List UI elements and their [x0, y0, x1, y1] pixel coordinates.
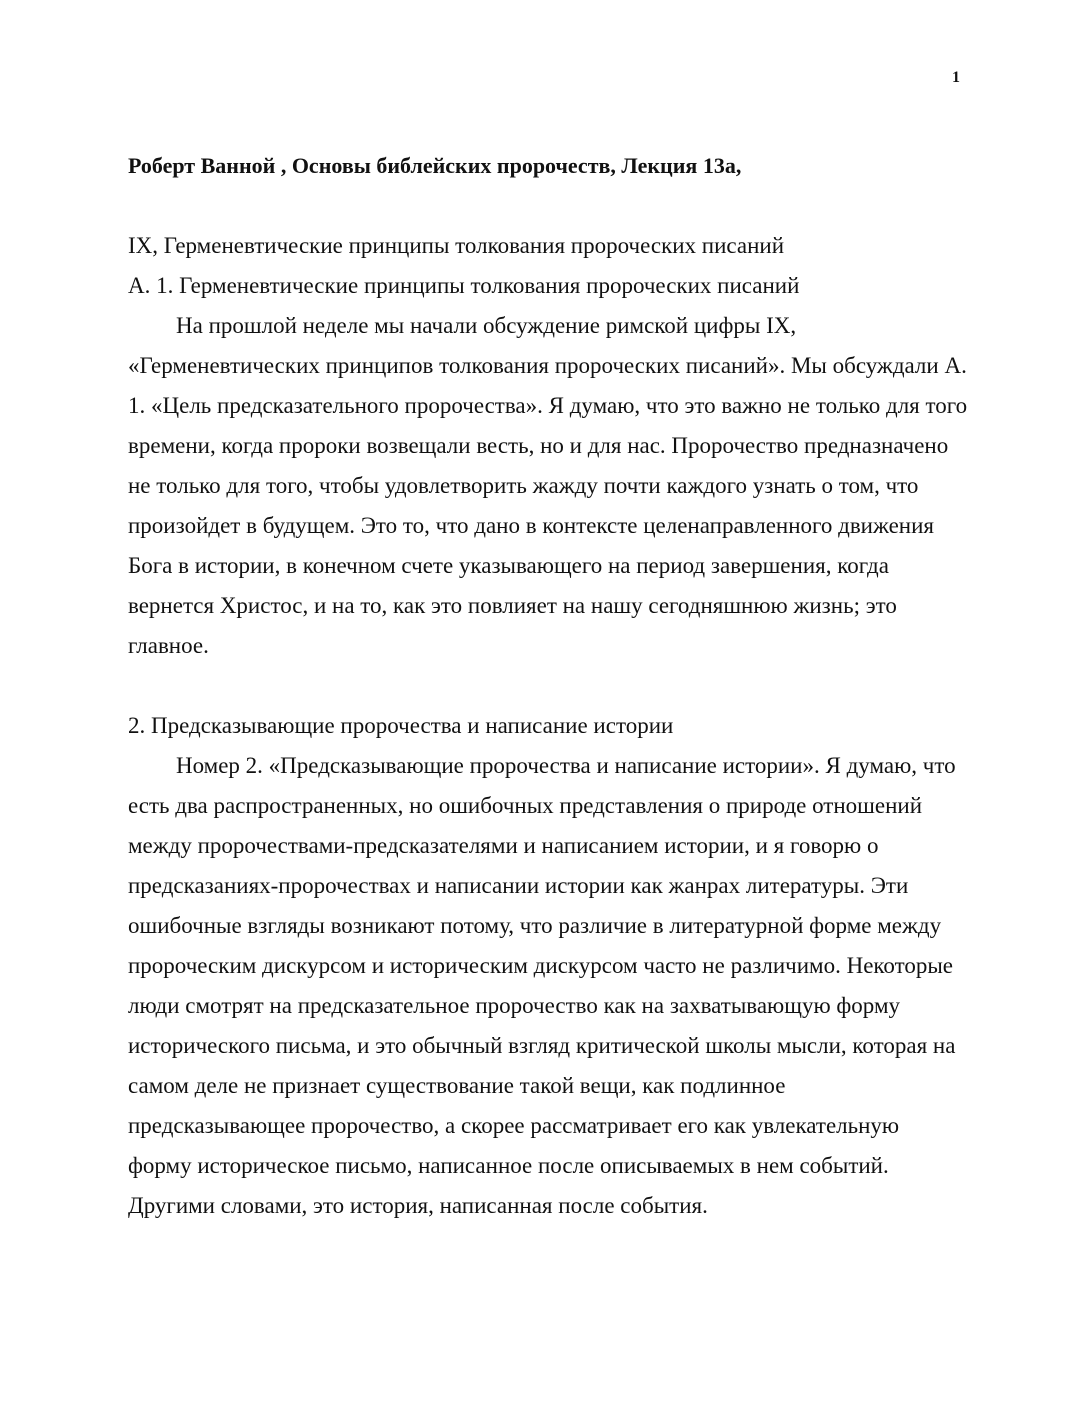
page-number: 1: [952, 69, 960, 86]
paragraph-gap: [128, 666, 968, 706]
subsection-a1-heading: А. 1. Герменевтические принципы толкования пророческих писаний: [128, 273, 800, 298]
section-heading: IX, Герменевтические принципы толкования пророческих писаний: [128, 233, 785, 258]
paragraph-1: На прошлой неделе мы начали обсуждение римской цифры IX, «Герменевтических принципов толкования пророческих писаний». Мы обсуждали А. 1. «Цель предсказательного пророчества». Я думаю, что это важно не только для того времени, когда пророки возвещали весть, но и для нас. Пророчество предназначено не только для того, чтобы удовлетворить жажду почти каждого узнать о том, что произойдет в будущем. Это то, что дано в контексте целенаправленного движения Бога в истории, в конечном счете указывающего на период завершения, когда вернется Христос, и на то, как это повлияет на нашу сегодняшнюю жизнь; это главное.: [128, 313, 968, 658]
document-body: [128, 150, 968, 1226]
document-title: Роберт Ванной , Основы библейских пророчеств, Лекция 13а,: [128, 153, 742, 178]
paragraph-2: Номер 2. «Предсказывающие пророчества и написание истории». Я думаю, что есть два распространенных, но ошибочных представления о природе отношений между пророчествами-предсказателями и написанием истории, и я говорю о предсказаниях-пророчествах и написании истории как жанрах литературы. Эти ошибочные взгляды возникают потому, что различие в литературной форме между пророческим дискурсом и историческим дискурсом часто не различимо. Некоторые люди смотрят на предсказательное пророчество как на захватывающую форму исторического письма, и это обычный взгляд критической школы мысли, которая на самом деле не признает существование такой вещи, как подлинное предсказывающее пророчество, а скорее рассматривает его как увлекательную форму историческое письмо, написанное после описываемых в нем событий. Другими словами, это история, написанная после события.: [128, 753, 956, 1218]
subsection-2-heading: 2. Предсказывающие пророчества и написание истории: [128, 713, 674, 738]
